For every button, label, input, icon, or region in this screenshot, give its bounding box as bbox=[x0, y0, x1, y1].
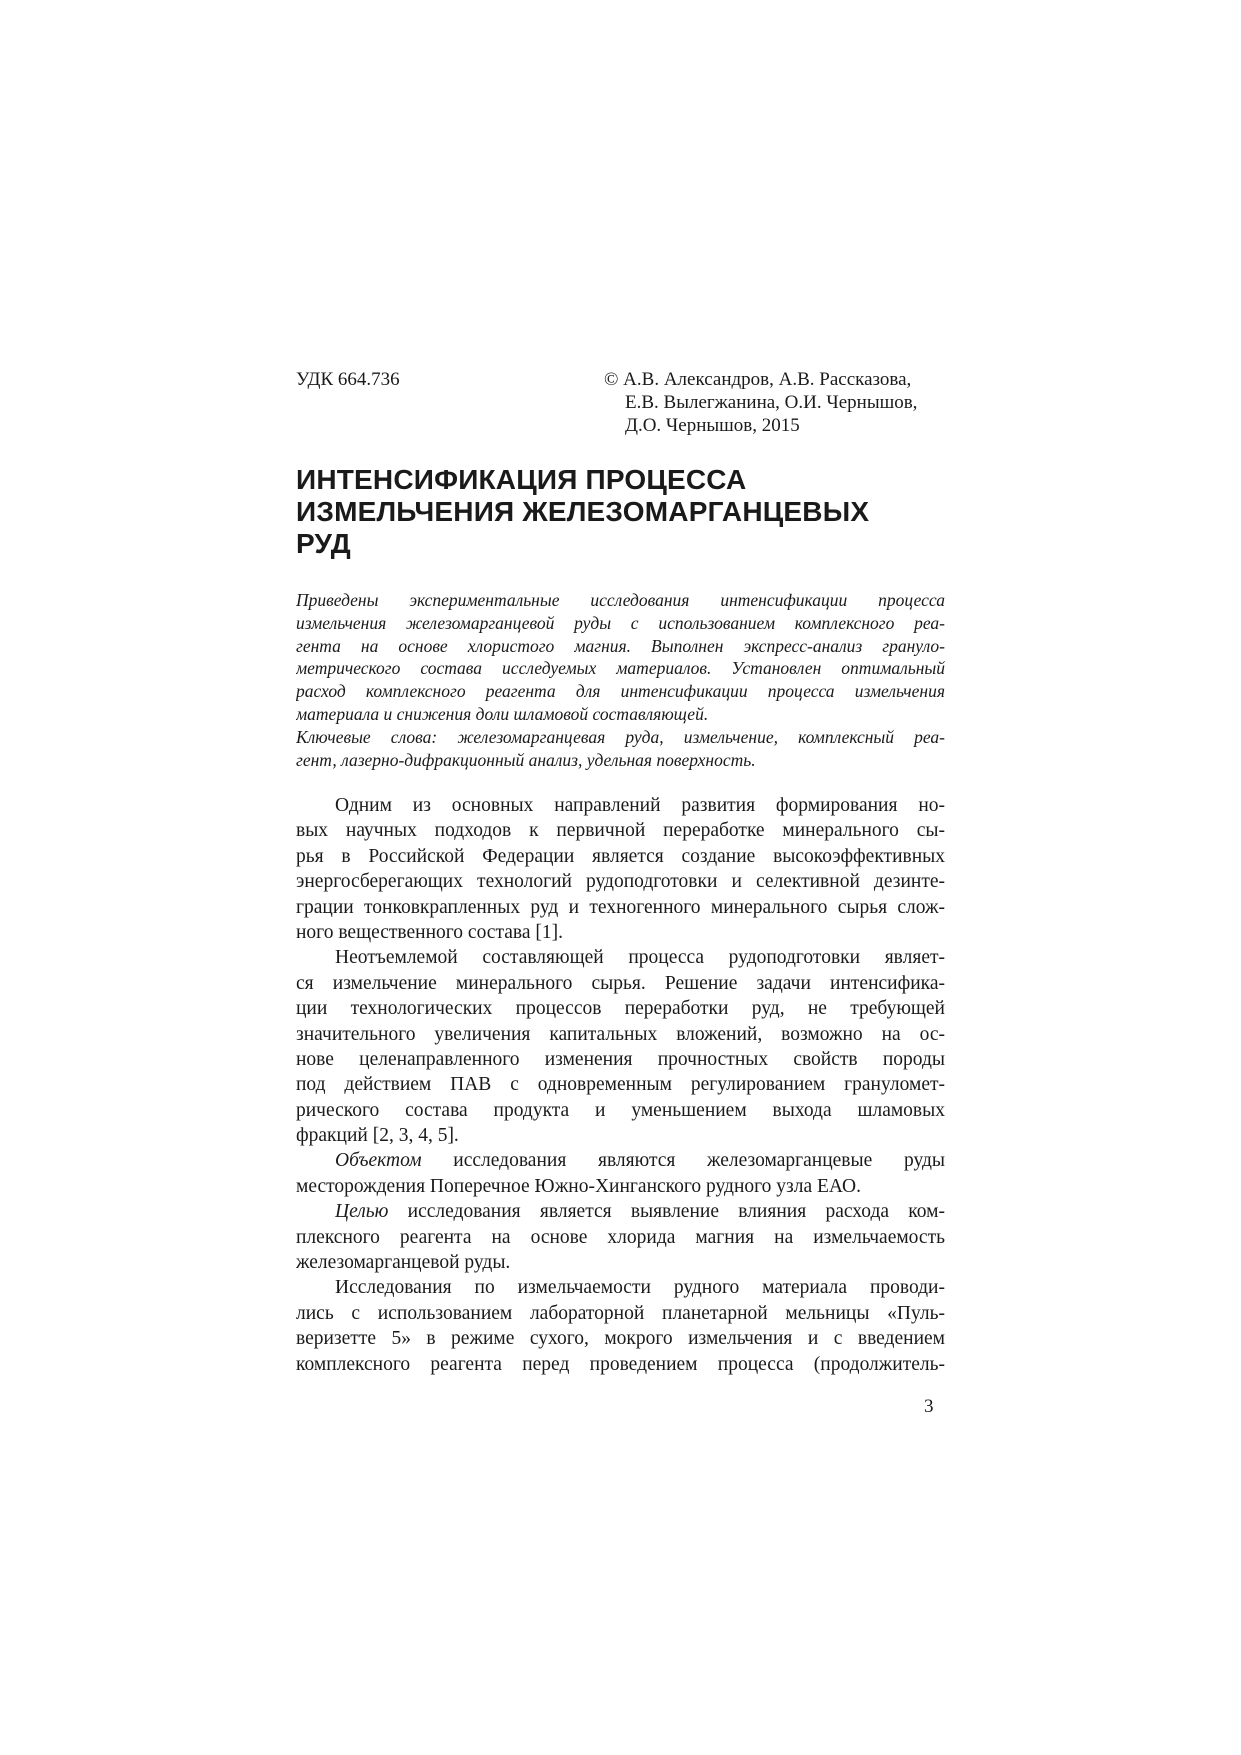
body-line: комплексного реагента перед проведением процесса (продолжитель- bbox=[296, 1353, 945, 1375]
abstract-line: гента на основе хлористого магния. Выполнен экспресс-анализ грануло- bbox=[296, 635, 945, 656]
authors-line: Е.В. Вылегжанина, О.И. Чернышов, bbox=[625, 392, 918, 413]
body-text: исследования являются железомарганцевые руды bbox=[421, 1150, 945, 1172]
abstract bbox=[296, 589, 945, 771]
body-line: значительного увеличения капитальных вложений, возможно на ос- bbox=[296, 1023, 945, 1045]
body-line: ции технологических процессов переработки руд, не требующей bbox=[296, 998, 945, 1020]
body-line: рического состава продукта и уменьшением выхода шламовых bbox=[296, 1099, 945, 1121]
body-line: грации тонковкрапленных руд и техногенного минерального сырья слож- bbox=[296, 896, 945, 918]
body-line: Неотъемлемой составляющей процесса рудоподготовки являет- bbox=[335, 947, 945, 969]
title-line: РУД bbox=[296, 528, 351, 559]
body-line: плексного реагента на основе хлорида магния на измельчаемость bbox=[296, 1226, 945, 1248]
body-line: Одним из основных направлений развития формирования но- bbox=[335, 795, 945, 816]
body-line: веризетте 5» в режиме сухого, мокрого измельчения и с введением bbox=[296, 1328, 945, 1350]
title-line: ИНТЕНСИФИКАЦИЯ ПРОЦЕССА bbox=[296, 464, 747, 495]
body-line: месторождения Поперечное Южно-Хинганского рудного узла ЕАО. bbox=[296, 1175, 861, 1197]
abstract-line: расход комплексного реагента для интенсификации процесса измельчения bbox=[296, 681, 945, 702]
abstract-line: материала и снижения доли шламовой составляющей. bbox=[296, 703, 709, 724]
article-body bbox=[296, 793, 945, 1377]
abstract-line: Приведены экспериментальные исследования интенсификации процесса bbox=[296, 590, 945, 610]
body-line: рья в Российской Федерации является создание высокоэффективных bbox=[296, 845, 945, 867]
body-line bbox=[296, 1148, 945, 1173]
body-line: энергосберегающих технологий рудоподготовки и селективной дезинте- bbox=[296, 871, 945, 893]
abstract-line: измельчения железомарганцевой руды с использованием комплексного реа- bbox=[296, 612, 945, 633]
body-line: вых научных подходов к первичной переработке минерального сы- bbox=[296, 820, 945, 842]
authors-line: Д.О. Чернышов, 2015 bbox=[625, 415, 800, 436]
body-text: исследования является выявление влияния расхода ком- bbox=[388, 1201, 945, 1223]
abstract-line: метрического состава исследуемых материалов. Установлен оптимальный bbox=[296, 658, 945, 679]
body-line: фракций [2, 3, 4, 5]. bbox=[296, 1125, 459, 1147]
authors-copyright bbox=[604, 368, 964, 437]
body-line: Исследования по измельчаемости рудного материала проводи- bbox=[335, 1277, 945, 1299]
body-line: под действием ПАВ с одновременным регулированием грануломет- bbox=[296, 1074, 945, 1096]
title-line: ИЗМЕЛЬЧЕНИЯ ЖЕЛЕЗОМАРГАНЦЕВЫХ bbox=[296, 496, 870, 527]
body-line: нове целенаправленного изменения прочностных свойств породы bbox=[296, 1048, 945, 1070]
body-line: лись с использованием лабораторной планетарной мельницы «Пуль- bbox=[296, 1302, 945, 1324]
authors-line: © А.В. Александров, А.В. Рассказова, bbox=[604, 369, 912, 390]
body-line: железомарганцевой руды. bbox=[296, 1252, 511, 1274]
body-line bbox=[296, 1199, 945, 1224]
body-line: ного вещественного состава [1]. bbox=[296, 921, 563, 943]
emphasis-object: Объектом bbox=[335, 1150, 422, 1172]
article-title bbox=[296, 464, 945, 560]
keywords-line: Ключевые слова: железомарганцевая руда, измельчение, комплексный реа- bbox=[296, 726, 945, 747]
keywords-line: гент, лазерно-дифракционный анализ, удельная поверхность. bbox=[296, 749, 756, 770]
page-number: 3 bbox=[924, 1396, 934, 1417]
udk-code: УДК 664.736 bbox=[296, 369, 400, 390]
body-line: ся измельчение минерального сырья. Решение задачи интенсифика- bbox=[296, 972, 945, 994]
emphasis-goal: Целью bbox=[335, 1201, 389, 1223]
